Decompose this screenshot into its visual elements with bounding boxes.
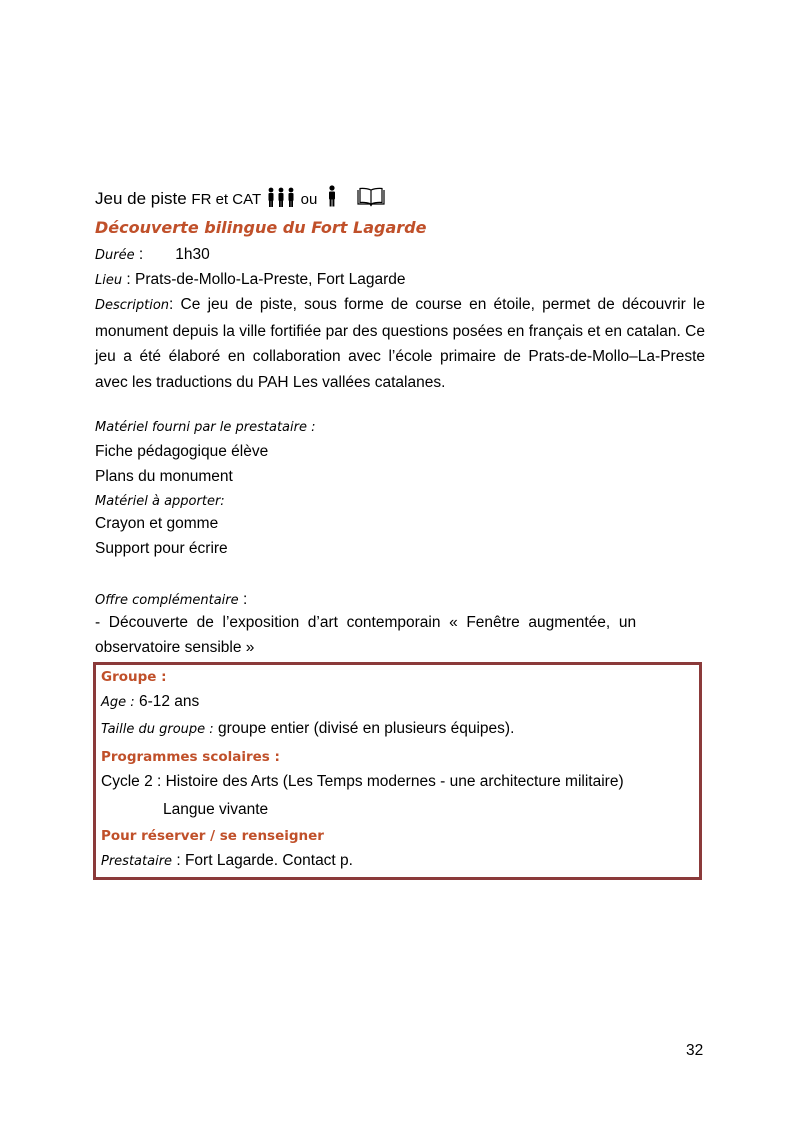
programmes-heading: Programmes scolaires : <box>101 749 280 765</box>
activity-subtitle: Découverte bilingue du Fort Lagarde <box>95 218 427 237</box>
cycle-line: Cycle 2 : Histoire des Arts (Les Temps modernes - une architecture militaire) <box>101 773 624 790</box>
taille-line <box>101 720 514 738</box>
book-icon <box>356 187 386 207</box>
taille-label: Taille du groupe : <box>101 722 214 737</box>
offre-line-1: - Découverte de l’exposition d’art contemporain « Fenêtre augmentée, un <box>95 614 637 631</box>
duree-label: Durée <box>95 248 135 263</box>
title-ou: ou <box>300 191 318 208</box>
prestataire-label: Prestataire <box>101 854 173 869</box>
materiel-apporter-label: Matériel à apporter: <box>95 494 225 509</box>
taille-value: groupe entier (divisé en plusieurs équipes). <box>213 720 515 737</box>
description-paragraph <box>95 292 705 395</box>
offre-sep: : <box>238 591 248 608</box>
lieu-value: : Prats-de-Mollo-La-Preste, Fort Lagarde <box>122 271 406 288</box>
info-box <box>93 662 702 880</box>
description-label: Description <box>95 298 170 313</box>
materiel-fourni-item: Fiche pédagogique élève <box>95 443 269 460</box>
page-number: 32 <box>686 1042 704 1059</box>
prestataire-line <box>101 852 353 870</box>
group-icon <box>266 187 296 207</box>
activity-title <box>95 185 386 212</box>
person-icon <box>327 185 337 207</box>
title-language: FR et CAT <box>191 191 262 208</box>
materiel-fourni-label: Matériel fourni par le prestataire : <box>95 420 316 435</box>
title-main: Jeu de piste <box>95 189 187 208</box>
materiel-apporter-item: Crayon et gomme <box>95 515 219 532</box>
reserver-heading: Pour réserver / se renseigner <box>101 828 324 844</box>
materiel-apporter-item: Support pour écrire <box>95 540 228 557</box>
age-line <box>101 693 199 711</box>
materiel-fourni-item: Plans du monument <box>95 468 233 485</box>
age-label: Age : <box>101 695 135 710</box>
age-value: 6-12 ans <box>134 693 200 710</box>
lieu-line <box>95 267 406 293</box>
duree-sep: : <box>134 246 144 263</box>
prestataire-value: : Fort Lagarde. Contact p. <box>172 852 353 869</box>
duree-value: 1h30 <box>175 246 210 263</box>
offre-line-2: observatoire sensible » <box>95 639 255 656</box>
groupe-heading: Groupe : <box>101 669 167 685</box>
description-text: : Ce jeu de piste, sous forme de course en étoile, permet de découvrir le monument depuis la ville fortifiée par des questions posées en français et en catalan. Ce jeu a été élaboré en collaboration avec l’école primaire de Prats-de-Mollo–La-Preste avec les traductions du PAH Les vallées catalanes. <box>95 296 705 391</box>
duree-line <box>95 242 210 268</box>
offre-label: Offre complémentaire <box>95 593 239 608</box>
lieu-label: Lieu <box>95 273 123 288</box>
langue-line: Langue vivante <box>163 801 269 818</box>
